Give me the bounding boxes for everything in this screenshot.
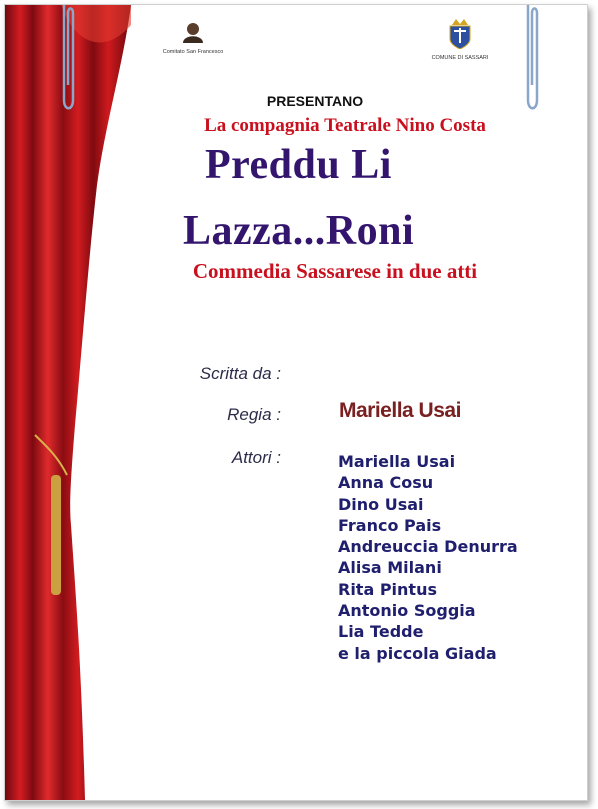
actor-name: Dino Usai bbox=[338, 494, 424, 514]
regia-label: Regia : bbox=[227, 405, 281, 424]
scritta-label: Scritta da : bbox=[199, 364, 281, 383]
actor-name: Andreuccia Denurra bbox=[338, 537, 518, 557]
company-name: La compagnia Teatrale Nino Costa bbox=[204, 115, 486, 136]
actor-list bbox=[338, 451, 518, 664]
actor-name: Mariella Usai bbox=[338, 452, 456, 471]
actor-name: Lia Tedde bbox=[338, 622, 424, 642]
comune-logo bbox=[425, 19, 495, 61]
presentano-heading: PRESENTANO bbox=[266, 93, 364, 109]
comitato-logo bbox=[153, 21, 233, 55]
actor-name: Anna Cosu bbox=[338, 473, 434, 493]
attori-label: Attori : bbox=[231, 448, 281, 467]
actor-name: Alisa Milani bbox=[338, 558, 442, 578]
actor-name: e la piccola Giada bbox=[338, 643, 497, 663]
red-curtain bbox=[5, 5, 135, 800]
comitato-logo-text: Comitato San Francesco bbox=[162, 49, 224, 55]
actor-name: Antonio Soggia bbox=[338, 601, 476, 621]
play-title-line1: Preddu Li bbox=[205, 142, 392, 188]
director-name: Mariella Usai bbox=[339, 399, 461, 422]
actor-name: Rita Pintus bbox=[338, 579, 437, 599]
actor-name: Franco Pais bbox=[338, 515, 442, 535]
poster bbox=[4, 4, 588, 801]
paperclip-icon bbox=[59, 5, 77, 115]
play-title-line2: Lazza...Roni bbox=[183, 208, 415, 254]
play-subtitle: Commedia Sassarese in due atti bbox=[192, 259, 478, 283]
friar-icon bbox=[180, 21, 206, 43]
paperclip-icon bbox=[523, 5, 541, 115]
comune-logo-text: COMUNE DI SASSARI bbox=[431, 55, 489, 61]
coat-of-arms-icon bbox=[442, 19, 478, 49]
